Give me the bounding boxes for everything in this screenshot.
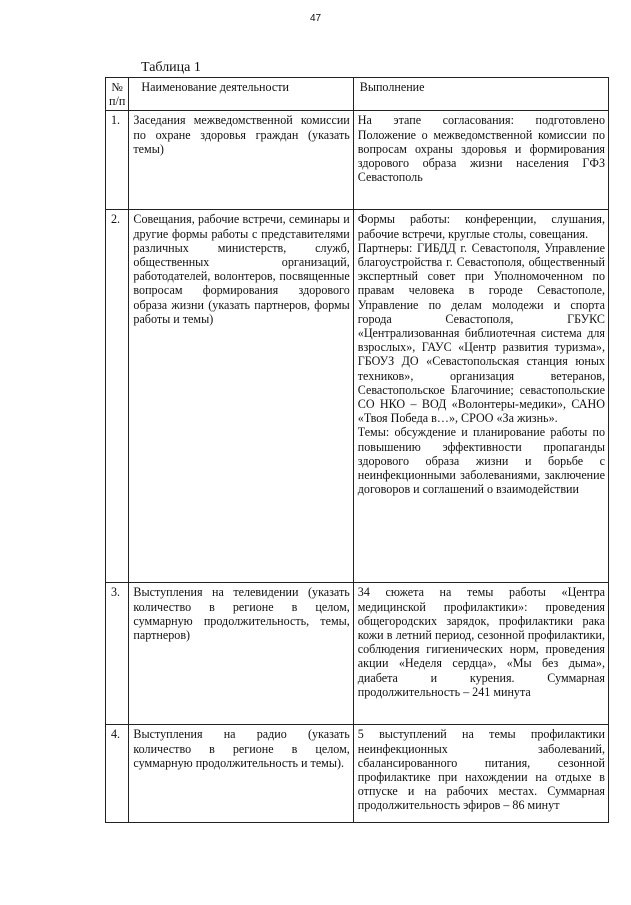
header-num: № п/п <box>106 78 129 111</box>
row-result <box>353 583 608 725</box>
row-result <box>353 111 608 210</box>
row-num: 2. <box>106 210 129 583</box>
row-num: 1. <box>106 111 129 210</box>
result-paragraph: Темы: обсуждение и планирование работы по повышению эффективности пропаганды здорового образа жизни и борьбе с неинфекционными заболеваниями, заключение договоров и соглашений о взаимодействии <box>357 425 605 497</box>
header-result: Выполнение <box>353 78 608 111</box>
page-number: 47 <box>309 13 322 24</box>
result-paragraph: Партнеры: ГИБДД г. Севастополя, Управление благоустройства г. Севастополя, общественный экспертный совет при Уполномоченном по правам человека в городе Севастополе, Управление по делам молодежи и спорта города Севастополя, ГБУКС «Централизованная библиотечная система для взрослых», ГАУС «Центр развития туризма», ГБОУЗ ДО «Севастопольская станция юных техников», организация ветеранов, Севастопольское Благочиние; севастопольские СО НКО – ВОД «Волонтеры-медики», САНО «Твоя Победа в…», СРОО «За жизнь». <box>357 240 605 426</box>
table-caption: Таблица 1 <box>141 60 201 75</box>
row-name: Совещания, рабочие встречи, семинары и другие формы работы с представителями различных министерств, служб, общественных организаций, работодателей, волонтеров, посвященные вопросам формирования здорового образа жизни (указать партнеров, формы работы и темы) <box>129 210 353 583</box>
table-row <box>106 210 609 583</box>
table-row <box>106 111 609 210</box>
table-header-row <box>106 78 609 111</box>
row-name: Выступления на телевидении (указать количество в регионе в целом, суммарную продолжительность, темы, партнеров) <box>129 583 353 725</box>
row-name: Заседания межведомственной комиссии по охране здоровья граждан (указать темы) <box>129 111 353 210</box>
result-paragraph: 5 выступлений на темы профилактики неинфекционных заболеваний, сбалансированного питания, сезонной профилактике при нахождении на отдыхе в отпуске и на рабочих местах. Суммарная продолжительность эфиров – 86 минут <box>357 727 605 813</box>
row-result <box>353 725 608 823</box>
result-paragraph: На этапе согласования: подготовлено Положение о межведомственной комиссии по вопросам охраны здоровья и формирования здорового образа жизни населения ГФЗ Севастополь <box>357 113 605 185</box>
row-num: 4. <box>106 725 129 823</box>
header-name: Наименование деятельности <box>129 78 353 111</box>
result-paragraph: 34 сюжета на темы работы «Центра медицинской профилактики»: проведения общегородских зарядок, профилактики рака кожи в летний период, сезонной профилактики, соблюдения гигиенических норм, проведения акции «Неделя сердца», «Мы без дыма», диабета и курения. Суммарная продолжительность – 241 минута <box>357 585 605 699</box>
row-result <box>353 210 608 583</box>
result-paragraph: Формы работы: конференции, слушания, рабочие встречи, круглые столы, совещания. <box>357 212 605 241</box>
table-row <box>106 725 609 823</box>
row-name: Выступления на радио (указать количество в регионе в целом, суммарную продолжительность и темы). <box>129 725 353 823</box>
row-num: 3. <box>106 583 129 725</box>
activity-table <box>105 77 609 823</box>
table-row <box>106 583 609 725</box>
